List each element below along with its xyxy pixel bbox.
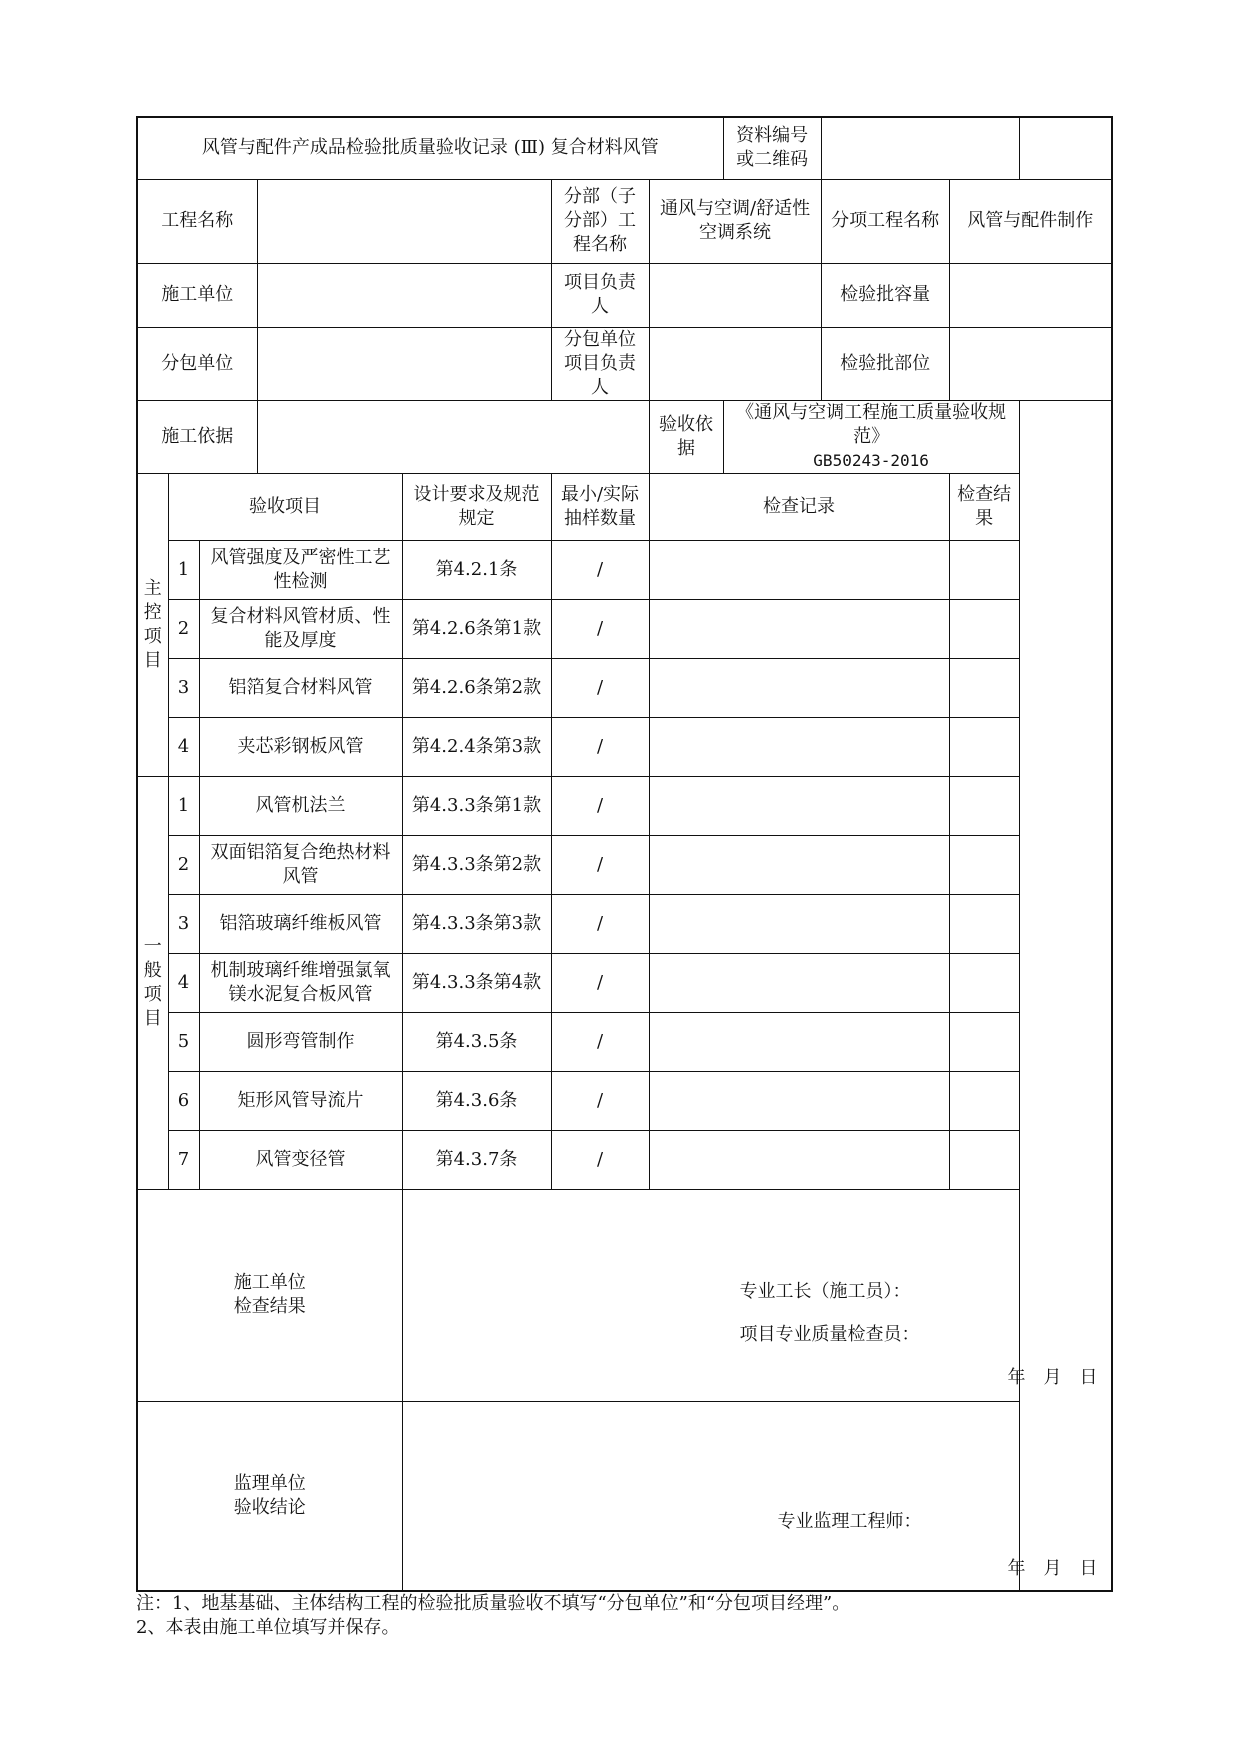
record-field[interactable] xyxy=(649,953,949,1012)
record-field[interactable] xyxy=(649,658,949,717)
row-number: 7 xyxy=(168,1130,199,1189)
acceptance-basis-standard: 《通风与空调工程施工质量验收规范》 xyxy=(736,401,1007,447)
main-item-row xyxy=(137,599,1112,658)
record-field[interactable] xyxy=(649,599,949,658)
item-name: 铝箔玻璃纤维板风管 xyxy=(199,894,402,953)
record-field[interactable] xyxy=(649,540,949,599)
constructor-label: 施工单位 xyxy=(137,263,257,327)
col-header-item: 验收项目 xyxy=(168,473,402,540)
subcontractor-field[interactable] xyxy=(257,327,551,400)
clause: 第4.3.5条 xyxy=(402,1012,551,1071)
row-number: 1 xyxy=(168,540,199,599)
general-item-row xyxy=(137,894,1112,953)
project-manager-label: 项目负责人 xyxy=(551,263,649,327)
subdivision-label: 分部（子分部）工程名称 xyxy=(551,179,649,263)
capacity-label: 检验批容量 xyxy=(821,263,949,327)
sampling-field[interactable]: / xyxy=(551,835,649,894)
sampling-field[interactable]: / xyxy=(551,717,649,776)
subitem-label: 分项工程名称 xyxy=(821,179,949,263)
sampling-field[interactable]: / xyxy=(551,540,649,599)
record-field[interactable] xyxy=(649,1012,949,1071)
item-name: 双面铝箔复合绝热材料风管 xyxy=(199,835,402,894)
general-item-row xyxy=(137,1130,1112,1189)
col-header-sampling: 最小/实际抽样数量 xyxy=(551,473,649,540)
clause: 第4.3.3条第4款 xyxy=(402,953,551,1012)
result-field[interactable] xyxy=(949,835,1019,894)
row-number: 3 xyxy=(168,894,199,953)
general-items-label: 一般项目 xyxy=(137,776,168,1189)
sampling-field[interactable]: / xyxy=(551,658,649,717)
record-field[interactable] xyxy=(649,776,949,835)
sampling-field[interactable]: / xyxy=(551,894,649,953)
row-number: 2 xyxy=(168,835,199,894)
clause: 第4.2.6条第2款 xyxy=(402,658,551,717)
sampling-field[interactable]: / xyxy=(551,776,649,835)
acceptance-basis-code: GB50243-2016 xyxy=(813,450,929,470)
item-name: 铝箔复合材料风管 xyxy=(199,658,402,717)
row-number: 5 xyxy=(168,1012,199,1071)
record-field[interactable] xyxy=(649,835,949,894)
row-number: 3 xyxy=(168,658,199,717)
construction-signature-area[interactable] xyxy=(402,1189,1098,1401)
item-name: 风管机法兰 xyxy=(199,776,402,835)
doc-no-label: 资料编号或二维码 xyxy=(723,117,821,179)
main-item-row xyxy=(137,717,1112,776)
subcontractor-label: 分包单位 xyxy=(137,327,257,400)
note-line: 2、本表由施工单位填写并保存。 xyxy=(136,1617,400,1638)
col-header-requirement: 设计要求及规范规定 xyxy=(402,473,551,540)
sampling-field[interactable]: / xyxy=(551,599,649,658)
general-item-row xyxy=(137,776,1112,835)
col-header-record: 检查记录 xyxy=(649,473,949,540)
sub-manager-label: 分包单位项目负责人 xyxy=(551,327,649,400)
col-header-result: 检查结果 xyxy=(949,473,1019,540)
item-name: 机制玻璃纤维增强氯氧镁水泥复合板风管 xyxy=(199,953,402,1012)
general-item-row xyxy=(137,1012,1112,1071)
clause: 第4.3.7条 xyxy=(402,1130,551,1189)
basis-field[interactable] xyxy=(257,400,649,473)
supervisor-label: 专业监理工程师： xyxy=(777,1510,922,1532)
sampling-field[interactable]: / xyxy=(551,1071,649,1130)
result-field[interactable] xyxy=(949,776,1019,835)
capacity-field[interactable] xyxy=(949,263,1112,327)
note-line: 注：1、地基基础、主体结构工程的检验批质量验收不填写“分包单位”和“分包项目经理”。 xyxy=(136,1593,851,1614)
record-field[interactable] xyxy=(649,1071,949,1130)
supervision-label: 监理单位 验收结论 xyxy=(137,1401,402,1591)
form-title: 风管与配件产成品检验批质量验收记录 (Ⅲ) 复合材料风管 xyxy=(137,117,723,179)
result-field[interactable] xyxy=(949,1130,1019,1189)
sampling-field[interactable]: / xyxy=(551,1012,649,1071)
item-name: 风管强度及严密性工艺性检测 xyxy=(199,540,402,599)
construction-date: 年 月 日 xyxy=(1007,1366,1098,1388)
construction-check-label: 施工单位 检查结果 xyxy=(137,1189,402,1401)
item-name: 复合材料风管材质、性能及厚度 xyxy=(199,599,402,658)
record-field[interactable] xyxy=(649,894,949,953)
foreman-label: 专业工长（施工员）： xyxy=(739,1280,911,1302)
record-field[interactable] xyxy=(649,1130,949,1189)
row-number: 2 xyxy=(168,599,199,658)
main-item-row xyxy=(137,540,1112,599)
location-label: 检验批部位 xyxy=(821,327,949,400)
form-table xyxy=(136,116,1113,1592)
sampling-field[interactable]: / xyxy=(551,953,649,1012)
main-item-row xyxy=(137,658,1112,717)
item-name: 夹芯彩钢板风管 xyxy=(199,717,402,776)
item-name: 风管变径管 xyxy=(199,1130,402,1189)
constructor-field[interactable] xyxy=(257,263,551,327)
basis-label: 施工依据 xyxy=(137,400,257,473)
footnotes xyxy=(136,1592,850,1640)
main-items-label: 主控项目 xyxy=(137,473,168,776)
result-field[interactable] xyxy=(949,1071,1019,1130)
result-field[interactable] xyxy=(949,894,1019,953)
clause: 第4.2.1条 xyxy=(402,540,551,599)
project-name-field[interactable] xyxy=(257,179,551,263)
row-number: 6 xyxy=(168,1071,199,1130)
result-field[interactable] xyxy=(949,953,1019,1012)
location-field[interactable] xyxy=(949,327,1112,400)
acceptance-basis-label: 验收依据 xyxy=(649,400,723,473)
sub-manager-field[interactable] xyxy=(649,327,821,400)
result-field[interactable] xyxy=(949,717,1019,776)
record-field[interactable] xyxy=(649,717,949,776)
item-name: 矩形风管导流片 xyxy=(199,1071,402,1130)
clause: 第4.2.4条第3款 xyxy=(402,717,551,776)
result-field[interactable] xyxy=(949,540,1019,599)
doc-no-field[interactable] xyxy=(821,117,1019,179)
row-number: 1 xyxy=(168,776,199,835)
general-item-row xyxy=(137,835,1112,894)
result-field[interactable] xyxy=(949,599,1019,658)
inspector-label: 项目专业质量检查员： xyxy=(739,1323,920,1345)
supervision-signature-area[interactable] xyxy=(402,1401,1098,1591)
supervision-date: 年 月 日 xyxy=(1007,1557,1098,1579)
clause: 第4.2.6条第1款 xyxy=(402,599,551,658)
clause: 第4.3.3条第2款 xyxy=(402,835,551,894)
acceptance-form xyxy=(136,116,1113,1592)
acceptance-basis-value xyxy=(723,400,1019,473)
result-field[interactable] xyxy=(949,1012,1019,1071)
clause: 第4.3.6条 xyxy=(402,1071,551,1130)
clause: 第4.3.3条第1款 xyxy=(402,776,551,835)
sampling-field[interactable]: / xyxy=(551,1130,649,1189)
subdivision-value[interactable]: 通风与空调/舒适性空调系统 xyxy=(649,179,821,263)
item-name: 圆形弯管制作 xyxy=(199,1012,402,1071)
general-item-row xyxy=(137,1071,1112,1130)
project-name-label: 工程名称 xyxy=(137,179,257,263)
row-number: 4 xyxy=(168,953,199,1012)
subitem-value[interactable]: 风管与配件制作 xyxy=(949,179,1112,263)
result-field[interactable] xyxy=(949,658,1019,717)
project-manager-field[interactable] xyxy=(649,263,821,327)
clause: 第4.3.3条第3款 xyxy=(402,894,551,953)
general-item-row xyxy=(137,953,1112,1012)
row-number: 4 xyxy=(168,717,199,776)
